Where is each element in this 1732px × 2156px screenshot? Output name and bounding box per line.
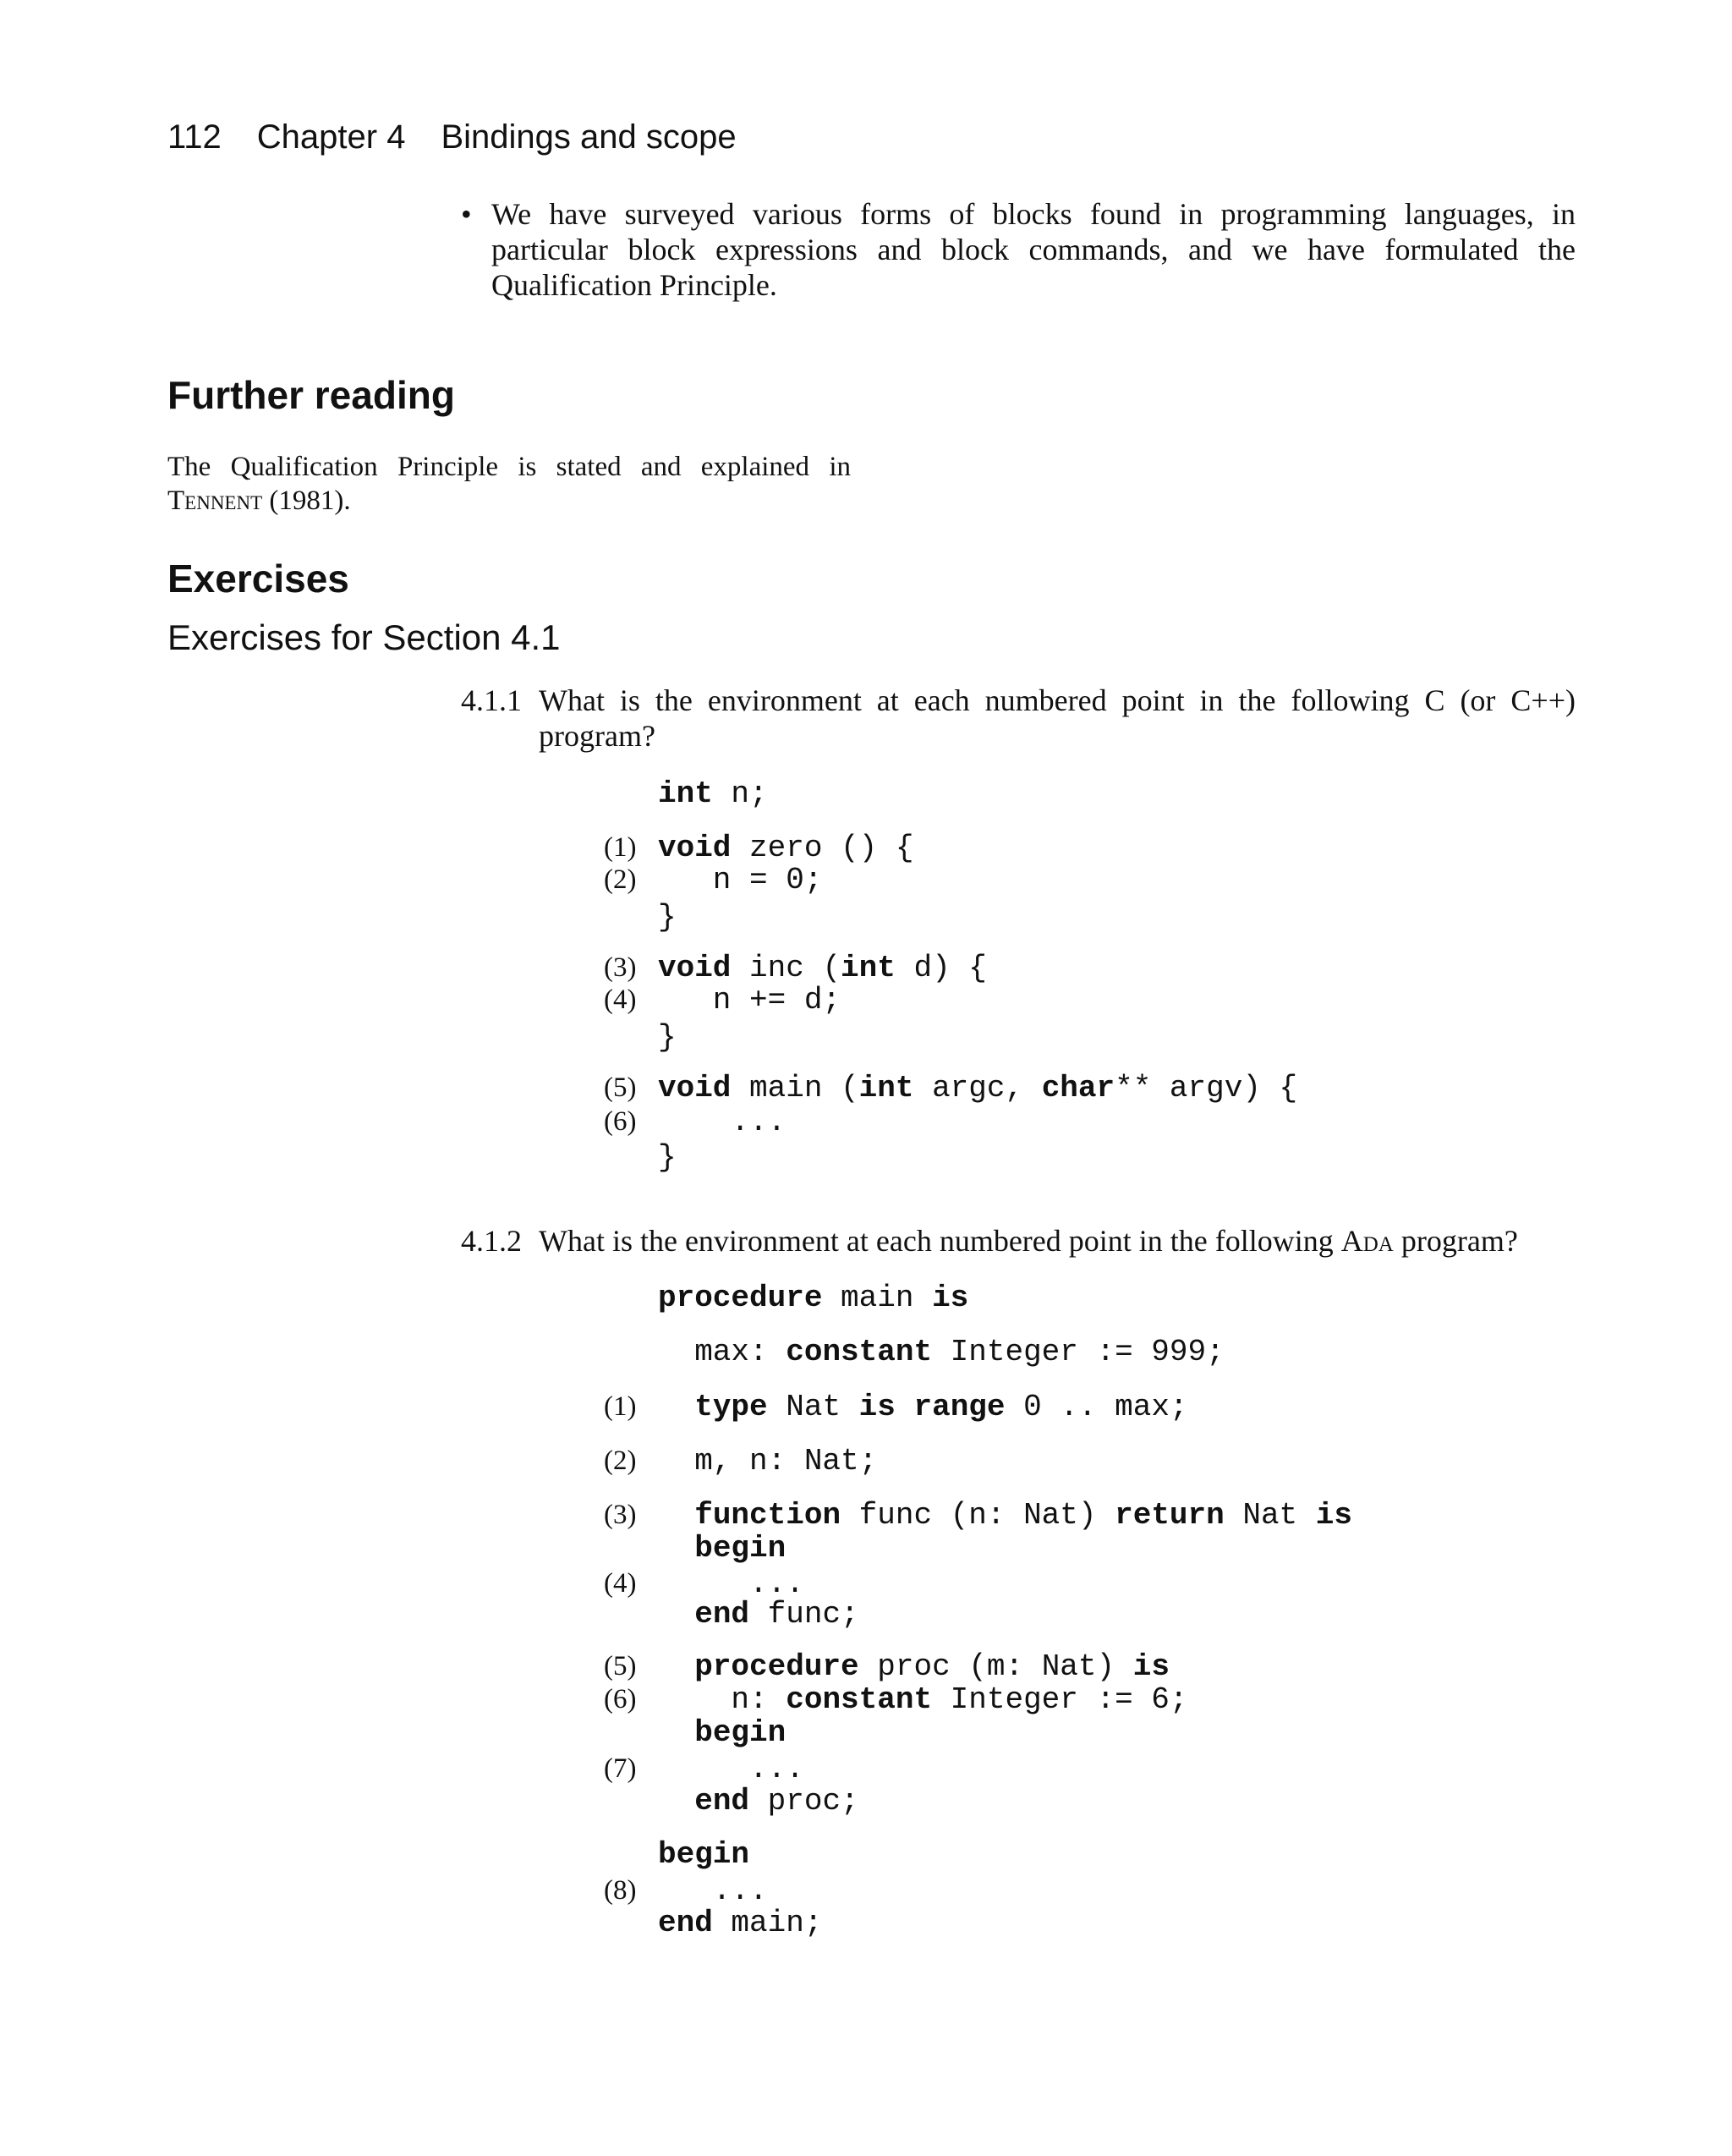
code-line [658,1335,1225,1369]
exercise-question [539,1223,1587,1259]
code-keyword: constant [786,1335,933,1369]
code-text [658,1390,694,1424]
code-line [658,951,987,985]
code-keyword: procedure [658,1281,823,1315]
code-line [658,831,913,865]
citation-author: Tennent [167,486,263,516]
code-text [896,1390,914,1424]
code-text: ... [658,1873,768,1908]
code-text: } [658,900,677,935]
code-line [658,1837,749,1872]
line-number: (2) [604,864,637,895]
code-line [658,983,841,1018]
code-text: } [658,1020,677,1055]
code-text: proc; [749,1784,859,1819]
running-head [167,118,737,156]
code-keyword: return [1115,1498,1225,1533]
code-text: Nat [1224,1498,1316,1533]
further-reading-heading: Further reading [167,373,455,417]
code-line [658,1390,1188,1424]
code-text: n; [712,776,768,811]
code-text: 0 .. max; [1005,1390,1188,1424]
code-text: proc (m: Nat) [858,1649,1133,1684]
code-text: func; [749,1597,859,1632]
code-keyword: int [858,1071,914,1105]
chapter-label: Chapter 4 [256,118,406,156]
code-keyword: is [1132,1649,1170,1684]
code-line [658,1597,859,1632]
line-number: (2) [604,1446,637,1476]
line-number: (3) [604,952,637,983]
code-text: ... [658,1566,804,1601]
code-keyword: begin [694,1531,787,1566]
code-line [658,1444,877,1478]
code-keyword: begin [658,1837,750,1872]
code-text: n: [658,1682,787,1717]
further-reading-text: The Qualification Principle is stated and explained in [167,452,851,482]
code-text [658,1784,694,1819]
code-line [658,1566,804,1601]
code-line [658,1071,1297,1105]
code-line [658,1105,786,1139]
code-keyword: begin [694,1715,787,1750]
code-line [658,1682,1188,1717]
code-line [658,1649,1170,1684]
section-heading: Exercises for Section 4.1 [167,617,561,657]
code-line [658,1498,1352,1533]
code-keyword: procedure [694,1649,859,1684]
code-keyword: is [858,1390,896,1424]
code-keyword: end [694,1597,750,1632]
code-text: func (n: Nat) [841,1498,1115,1533]
code-line [658,863,822,897]
code-line [658,1873,768,1908]
code-line [658,1020,677,1055]
citation-year: (1981). [269,486,351,516]
line-number: (6) [604,1106,637,1137]
code-line [658,776,768,811]
code-text: Integer := 999; [932,1335,1225,1369]
code-keyword: end [694,1784,750,1819]
line-number: (5) [604,1651,637,1681]
code-keyword: void [658,951,732,985]
code-text [658,1597,694,1632]
code-text [658,1715,694,1750]
code-text [658,1649,694,1684]
code-text: } [658,1140,677,1175]
code-text: Nat [767,1390,859,1424]
line-number: (6) [604,1684,637,1714]
code-keyword: is [1315,1498,1352,1533]
code-text: ** argv) { [1115,1071,1298,1105]
line-number: (4) [604,985,637,1015]
code-keyword: type [694,1390,768,1424]
code-text: n = 0; [658,863,823,897]
code-text: argc, [913,1071,1042,1105]
code-line [658,1752,804,1786]
exercise-number: 4.1.1 [461,683,522,717]
code-text: main ( [731,1071,859,1105]
code-text: n += d; [658,983,841,1018]
code-keyword: constant [786,1682,933,1717]
code-text: ... [658,1752,804,1786]
line-number: (7) [604,1753,637,1784]
code-keyword: is [932,1281,969,1315]
code-text: main; [712,1906,823,1940]
code-line [658,1784,859,1819]
code-line [658,900,677,935]
code-text: d) { [895,951,987,985]
code-line [658,1281,968,1315]
page-number: 112 [167,118,222,156]
code-keyword: void [658,831,732,865]
line-number: (8) [604,1875,637,1906]
code-keyword: char [1041,1071,1115,1105]
code-keyword: range [913,1390,1006,1424]
line-number: (5) [604,1073,637,1103]
summary-bullet-text: We have surveyed various forms of blocks found in programming languages, in particular block expressions and block commands, and we have formulated the Qualification Principle. [491,197,1576,302]
code-text: max: [658,1335,787,1369]
bullet-marker: • [461,197,472,231]
code-line [658,1906,822,1940]
code-text: m, n: Nat; [658,1444,878,1478]
code-text: inc ( [731,951,841,985]
question-text-end: program? [1400,1224,1518,1258]
code-line [658,1140,677,1175]
further-reading-paragraph [167,450,851,518]
code-line [658,1531,786,1566]
code-line [658,1715,786,1750]
code-text: zero () { [731,831,914,865]
question-text: What is the environment at each numbered point in the following [539,1224,1334,1258]
language-name: Ada [1340,1224,1394,1258]
code-text: ... [658,1105,787,1139]
exercise-number: 4.1.2 [461,1224,522,1258]
chapter-title: Bindings and scope [441,118,737,156]
exercise-question: What is the environment at each numbered point in the following C (or C++) program? [539,683,1576,753]
code-keyword: end [658,1906,713,1940]
code-text: Integer := 6; [932,1682,1188,1717]
code-keyword: int [841,951,896,985]
line-number: (3) [604,1500,637,1530]
code-text [658,1531,694,1566]
code-keyword: void [658,1071,732,1105]
line-number: (1) [604,1391,637,1422]
line-number: (1) [604,832,637,863]
code-text [658,1498,694,1533]
line-number: (4) [604,1568,637,1599]
code-text: main [822,1281,933,1315]
code-keyword: function [694,1498,841,1533]
code-keyword: int [658,776,713,811]
exercises-heading: Exercises [167,557,349,601]
